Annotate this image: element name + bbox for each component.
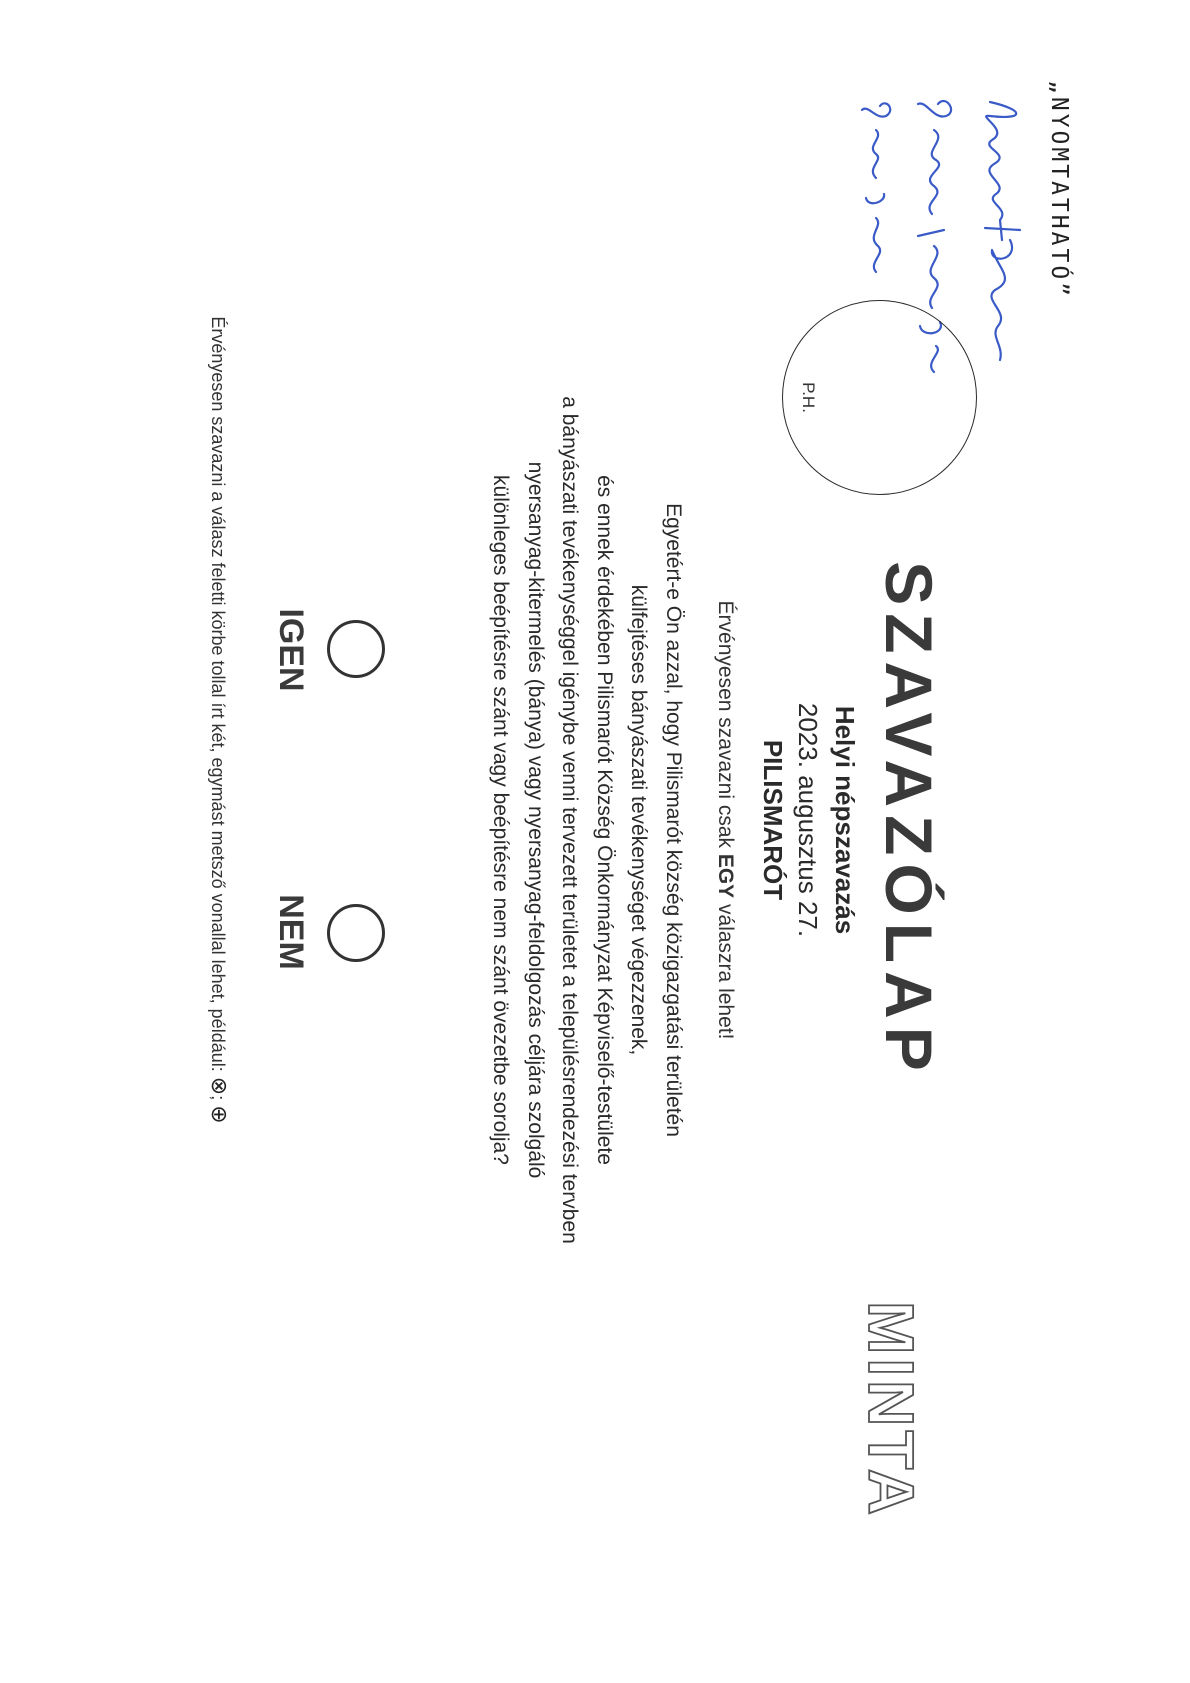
circled-x-example-icon: ⊗ (207, 1076, 232, 1096)
circled-plus-example-icon: ⊕ (207, 1105, 232, 1124)
yes-vote-circle[interactable] (327, 620, 385, 678)
instruction-suffix: válaszra lehet! (714, 898, 737, 1040)
ballot-subtitle: Helyi népszavazás (830, 705, 860, 935)
question-line: külfejtéses bányászati tevékenységet végezzenek, (627, 584, 651, 1056)
question-line: és ennek érdekében Pilismarót Község Önkormányzat Képviselő-testülete (593, 475, 616, 1165)
sample-watermark (845, 1280, 935, 1540)
voting-instruction (713, 560, 737, 1080)
instruction-emphasis: EGY (714, 853, 737, 899)
ballot-title: SZAVAZÓLAP (872, 561, 946, 1079)
stamp-label: P.H. (799, 382, 818, 413)
ballot-date: 2023. augusztus 27. (793, 702, 823, 938)
referendum-question (483, 380, 690, 1260)
no-option-label: NEM (272, 894, 310, 970)
footer-separator: ; (208, 1095, 228, 1101)
question-line: különleges beépítésre szánt vagy beépítésre nem szánt övezetbe sorolja? (489, 475, 513, 1165)
question-line: a bányászati tevékenységgel igénybe venni tervezett területet a településrendezési tervben (558, 396, 582, 1244)
footer-text: Érvényesen szavazni a válasz feletti körbe tollal írt két, egymást metsző vonallal lehet, például: (208, 316, 228, 1072)
yes-option-label: IGEN (272, 608, 310, 692)
printable-annotation: „NYOMTATHATÓ” (1046, 80, 1072, 300)
ballot-place: PILISMARÓT (758, 739, 788, 901)
no-vote-circle[interactable] (327, 904, 385, 962)
watermark-text: MINTA (855, 1301, 927, 1519)
footer-instruction (206, 220, 232, 1220)
instruction-prefix: Érvényesen szavazni csak (714, 600, 737, 854)
question-line: nyersanyag-kitermelés (bánya) vagy nyersanyag-feldolgozás céljára szolgáló (524, 461, 547, 1179)
question-line: Egyetért-e Ön azzal, hogy Pilismarót község közigazgatási területén (662, 503, 685, 1137)
